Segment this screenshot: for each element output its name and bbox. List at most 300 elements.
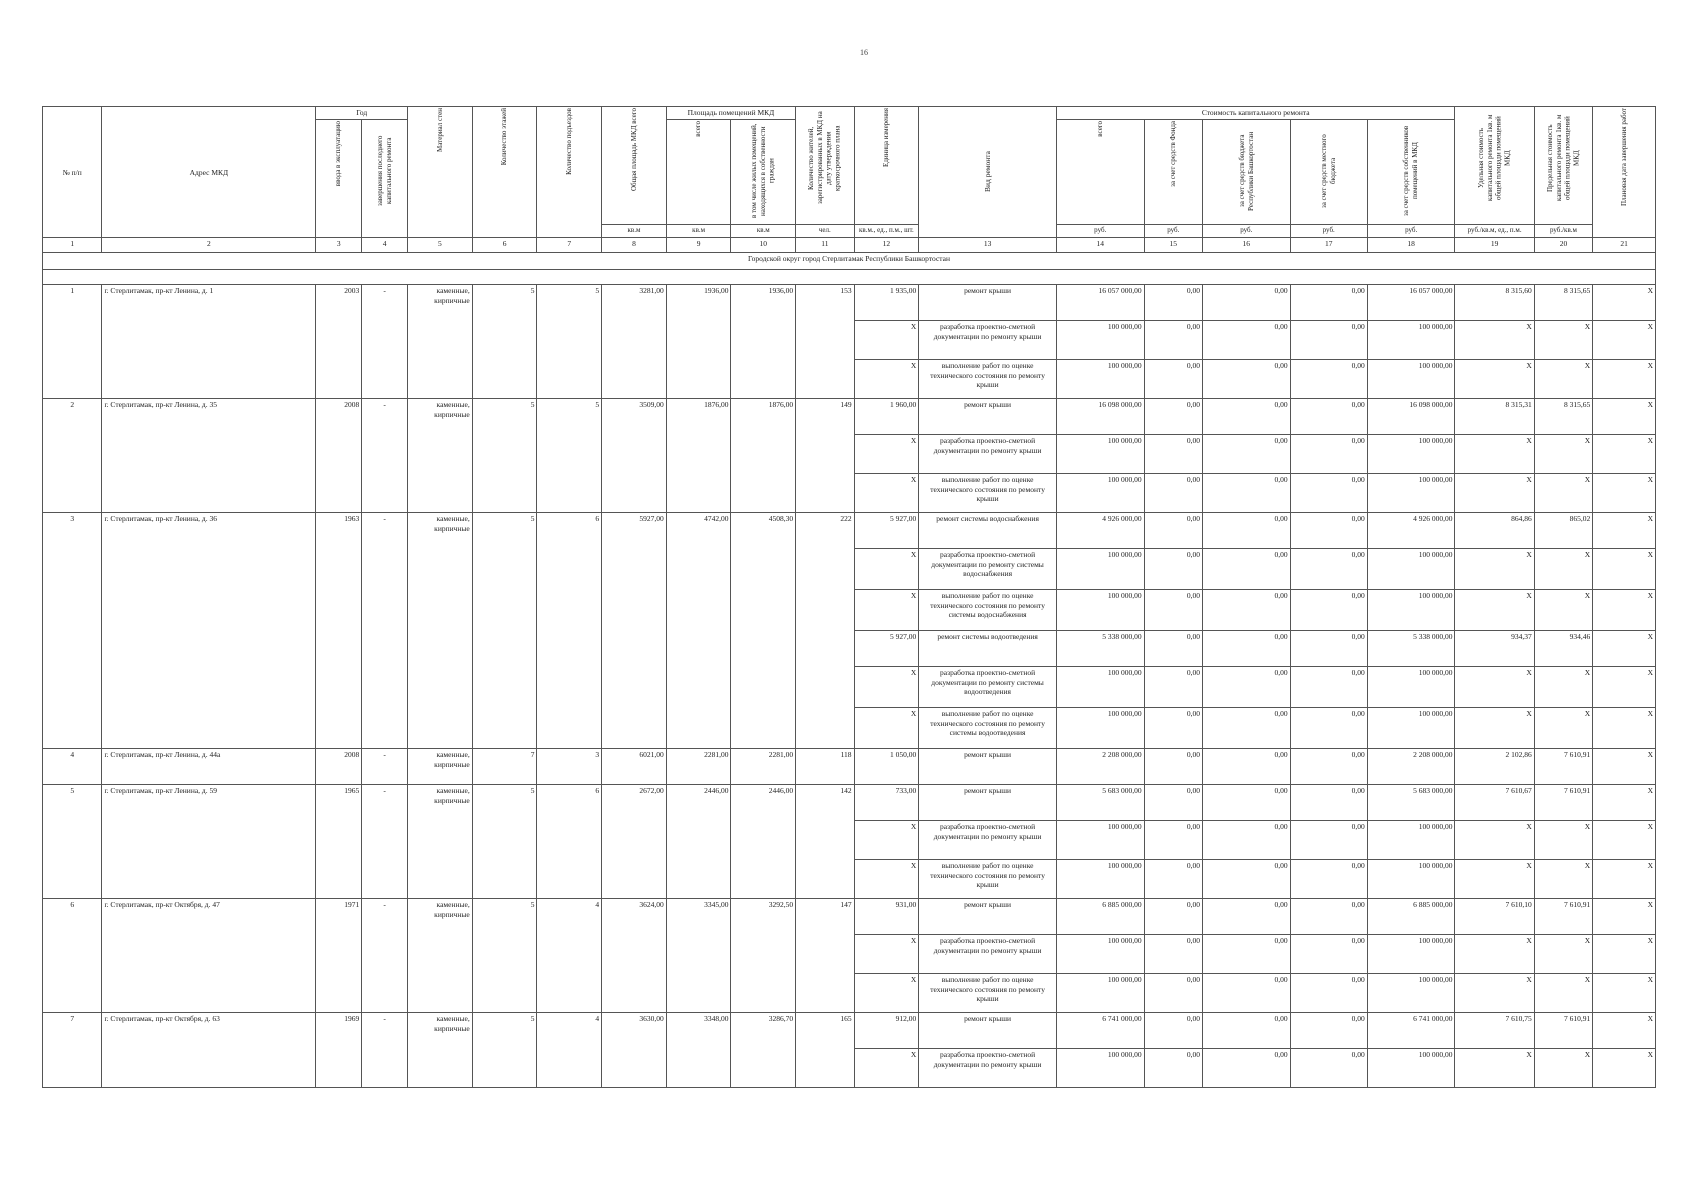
- cost-rb: 0,00: [1202, 360, 1290, 399]
- work-quantity: 733,00: [854, 785, 919, 821]
- max-cost: X: [1534, 435, 1592, 474]
- column-number: 15: [1144, 238, 1202, 253]
- cost-local: 0,00: [1290, 631, 1367, 667]
- cost-total: 100 000,00: [1056, 435, 1144, 474]
- cost-rb: 0,00: [1202, 974, 1290, 1013]
- cost-fund: 0,00: [1144, 785, 1202, 821]
- unit-cost: X: [1455, 590, 1534, 631]
- header-premises-total: всего: [666, 120, 731, 225]
- cost-total: 100 000,00: [1056, 360, 1144, 399]
- unit-cost: 864,86: [1455, 513, 1534, 549]
- planned-date: X: [1593, 974, 1656, 1013]
- cost-owners: 6 885 000,00: [1367, 899, 1455, 935]
- column-number: 17: [1290, 238, 1367, 253]
- max-cost: X: [1534, 1049, 1592, 1088]
- column-number: 16: [1202, 238, 1290, 253]
- year-commission: 1969: [316, 1013, 362, 1088]
- max-cost: X: [1534, 708, 1592, 749]
- work-quantity: X: [854, 667, 919, 708]
- cost-owners: 6 741 000,00: [1367, 1013, 1455, 1049]
- cost-local: 0,00: [1290, 513, 1367, 549]
- spacer-row: [43, 270, 1656, 285]
- cost-owners: 4 926 000,00: [1367, 513, 1455, 549]
- max-cost: 934,46: [1534, 631, 1592, 667]
- cost-total: 5 683 000,00: [1056, 785, 1144, 821]
- house-number: 3: [43, 513, 102, 749]
- unit-cell: руб./кв.м: [1534, 225, 1592, 238]
- unit-cell: руб./кв.м, ед., п.м.: [1455, 225, 1534, 238]
- year-last-repair: -: [362, 749, 408, 785]
- cost-local: 0,00: [1290, 1013, 1367, 1049]
- house-number: 2: [43, 399, 102, 513]
- column-number: 11: [796, 238, 854, 253]
- year-last-repair: -: [362, 285, 408, 399]
- cost-local: 0,00: [1290, 821, 1367, 860]
- cost-owners: 100 000,00: [1367, 549, 1455, 590]
- cost-fund: 0,00: [1144, 513, 1202, 549]
- header-floors: Количество этажей: [472, 107, 537, 238]
- house-address: г. Стерлитамак, пр-кт Ленина, д. 1: [102, 285, 316, 399]
- wall-material: каменные, кирпичные: [408, 785, 473, 899]
- work-quantity: X: [854, 360, 919, 399]
- cost-total: 100 000,00: [1056, 935, 1144, 974]
- work-quantity: 1 050,00: [854, 749, 919, 785]
- cost-rb: 0,00: [1202, 285, 1290, 321]
- table-header: [43, 107, 1656, 238]
- max-cost: 8 315,65: [1534, 285, 1592, 321]
- table-row: [43, 399, 1656, 435]
- unit-cell: руб.: [1367, 225, 1455, 238]
- unit-cost: X: [1455, 474, 1534, 513]
- work-quantity: X: [854, 708, 919, 749]
- unit-cost: X: [1455, 667, 1534, 708]
- repair-type: разработка проектно-сметной документации по ремонту крыши: [919, 435, 1057, 474]
- cost-fund: 0,00: [1144, 590, 1202, 631]
- house-address: г. Стерлитамак, пр-кт Ленина, д. 36: [102, 513, 316, 749]
- repair-type: ремонт крыши: [919, 285, 1057, 321]
- premises-area: 1936,00: [666, 285, 731, 399]
- cost-fund: 0,00: [1144, 708, 1202, 749]
- max-cost: 7 610,91: [1534, 785, 1592, 821]
- cost-fund: 0,00: [1144, 1049, 1202, 1088]
- cost-local: 0,00: [1290, 590, 1367, 631]
- cost-local: 0,00: [1290, 899, 1367, 935]
- cost-rb: 0,00: [1202, 321, 1290, 360]
- cost-owners: 100 000,00: [1367, 974, 1455, 1013]
- cost-owners: 5 683 000,00: [1367, 785, 1455, 821]
- table-row: [43, 513, 1656, 549]
- entrances-count: 5: [537, 285, 602, 399]
- cost-total: 100 000,00: [1056, 1049, 1144, 1088]
- residential-area: 4508,30: [731, 513, 796, 749]
- column-number: 1: [43, 238, 102, 253]
- residents-count: 153: [796, 285, 854, 399]
- unit-cost: X: [1455, 860, 1534, 899]
- cost-fund: 0,00: [1144, 399, 1202, 435]
- work-quantity: 931,00: [854, 899, 919, 935]
- house-address: г. Стерлитамак, пр-кт Ленина, д. 59: [102, 785, 316, 899]
- year-last-repair: -: [362, 1013, 408, 1088]
- unit-cell: руб.: [1056, 225, 1144, 238]
- work-quantity: 5 927,00: [854, 631, 919, 667]
- column-number: 20: [1534, 238, 1592, 253]
- work-quantity: 5 927,00: [854, 513, 919, 549]
- header-cost-fund: за счет средств Фонда: [1144, 120, 1202, 225]
- planned-date: X: [1593, 631, 1656, 667]
- header-num: № п/п: [43, 107, 102, 238]
- floors-count: 5: [472, 399, 537, 513]
- cost-fund: 0,00: [1144, 974, 1202, 1013]
- cost-rb: 0,00: [1202, 590, 1290, 631]
- column-number: 7: [537, 238, 602, 253]
- unit-cell: кв.м: [731, 225, 796, 238]
- header-total-area: Общая площадь МКД всего: [602, 107, 667, 225]
- column-number: 8: [602, 238, 667, 253]
- column-number: 12: [854, 238, 919, 253]
- residents-count: 118: [796, 749, 854, 785]
- max-cost: 7 610,91: [1534, 899, 1592, 935]
- cost-owners: 100 000,00: [1367, 708, 1455, 749]
- cost-rb: 0,00: [1202, 935, 1290, 974]
- max-cost: 865,02: [1534, 513, 1592, 549]
- residents-count: 222: [796, 513, 854, 749]
- repair-plan-table: [42, 106, 1656, 1088]
- house-number: 5: [43, 785, 102, 899]
- year-commission: 2008: [316, 749, 362, 785]
- year-last-repair: -: [362, 399, 408, 513]
- cost-local: 0,00: [1290, 667, 1367, 708]
- work-quantity: 1 935,00: [854, 285, 919, 321]
- cost-rb: 0,00: [1202, 1049, 1290, 1088]
- cost-rb: 0,00: [1202, 708, 1290, 749]
- unit-cell: руб.: [1144, 225, 1202, 238]
- page-number: 16: [860, 48, 868, 57]
- cost-owners: 100 000,00: [1367, 860, 1455, 899]
- header-entrances: Количество подъездов: [537, 107, 602, 238]
- cost-local: 0,00: [1290, 860, 1367, 899]
- residential-area: 3292,50: [731, 899, 796, 1013]
- unit-cost: X: [1455, 974, 1534, 1013]
- repair-type: выполнение работ по оценке технического состояния по ремонту крыши: [919, 974, 1057, 1013]
- wall-material: каменные, кирпичные: [408, 285, 473, 399]
- header-year-last-repair: завершения последнего капитального ремонта: [362, 120, 408, 238]
- header-year-group: Год: [316, 107, 408, 120]
- cost-rb: 0,00: [1202, 474, 1290, 513]
- house-number: 7: [43, 1013, 102, 1088]
- planned-date: X: [1593, 860, 1656, 899]
- repair-type: ремонт крыши: [919, 399, 1057, 435]
- year-last-repair: -: [362, 899, 408, 1013]
- planned-date: X: [1593, 899, 1656, 935]
- work-quantity: X: [854, 860, 919, 899]
- max-cost: 7 610,91: [1534, 749, 1592, 785]
- max-cost: X: [1534, 667, 1592, 708]
- cost-rb: 0,00: [1202, 1013, 1290, 1049]
- cost-total: 6 741 000,00: [1056, 1013, 1144, 1049]
- max-cost: X: [1534, 590, 1592, 631]
- work-quantity: X: [854, 474, 919, 513]
- cost-local: 0,00: [1290, 435, 1367, 474]
- column-number: 6: [472, 238, 537, 253]
- planned-date: X: [1593, 285, 1656, 321]
- cost-total: 100 000,00: [1056, 821, 1144, 860]
- cost-rb: 0,00: [1202, 513, 1290, 549]
- unit-cost: 7 610,10: [1455, 899, 1534, 935]
- unit-cell: чел.: [796, 225, 854, 238]
- planned-date: X: [1593, 708, 1656, 749]
- cost-fund: 0,00: [1144, 549, 1202, 590]
- cost-total: 100 000,00: [1056, 549, 1144, 590]
- work-quantity: X: [854, 590, 919, 631]
- repair-type: ремонт системы водоотведения: [919, 631, 1057, 667]
- region-title: Городской округ город Стерлитамак Республики Башкортостан: [43, 253, 1656, 270]
- header-cost-group: Стоимость капитального ремонта: [1056, 107, 1455, 120]
- cost-rb: 0,00: [1202, 785, 1290, 821]
- header-cost-local: за счет средств местного бюджета: [1290, 120, 1367, 225]
- cost-owners: 100 000,00: [1367, 360, 1455, 399]
- unit-cell: кв.м: [602, 225, 667, 238]
- work-quantity: 1 960,00: [854, 399, 919, 435]
- planned-date: X: [1593, 590, 1656, 631]
- cost-fund: 0,00: [1144, 435, 1202, 474]
- repair-type: ремонт крыши: [919, 899, 1057, 935]
- cost-total: 100 000,00: [1056, 974, 1144, 1013]
- house-address: г. Стерлитамак, пр-кт Ленина, д. 35: [102, 399, 316, 513]
- cost-local: 0,00: [1290, 785, 1367, 821]
- cost-rb: 0,00: [1202, 749, 1290, 785]
- unit-cost: X: [1455, 1049, 1534, 1088]
- max-cost: X: [1534, 821, 1592, 860]
- cost-rb: 0,00: [1202, 899, 1290, 935]
- unit-cost: X: [1455, 935, 1534, 974]
- repair-type: выполнение работ по оценке технического состояния по ремонту системы водоотведения: [919, 708, 1057, 749]
- column-numbers-row: [43, 238, 1656, 253]
- table-row: [43, 785, 1656, 821]
- cost-local: 0,00: [1290, 749, 1367, 785]
- total-area: 3630,00: [602, 1013, 667, 1088]
- header-cost-rb: за счет средств бюджета Республики Башкортостан: [1202, 120, 1290, 225]
- table-body: [43, 238, 1656, 1088]
- cost-owners: 100 000,00: [1367, 1049, 1455, 1088]
- work-quantity: X: [854, 321, 919, 360]
- cost-local: 0,00: [1290, 285, 1367, 321]
- unit-cost: X: [1455, 321, 1534, 360]
- unit-cost: 7 610,67: [1455, 785, 1534, 821]
- column-number: 18: [1367, 238, 1455, 253]
- cost-local: 0,00: [1290, 1049, 1367, 1088]
- spacer-cell: [43, 270, 1656, 285]
- header-address: Адрес МКД: [102, 107, 316, 238]
- header-planned-date: Плановая дата завершения работ: [1593, 107, 1656, 238]
- cost-total: 100 000,00: [1056, 321, 1144, 360]
- cost-rb: 0,00: [1202, 821, 1290, 860]
- planned-date: X: [1593, 513, 1656, 549]
- cost-total: 16 098 000,00: [1056, 399, 1144, 435]
- work-quantity: X: [854, 821, 919, 860]
- floors-count: 5: [472, 513, 537, 749]
- cost-total: 2 208 000,00: [1056, 749, 1144, 785]
- planned-date: X: [1593, 749, 1656, 785]
- header-residents: Количество жителей, зарегистрированных в МКД на дату утверждения краткосрочного плана: [796, 107, 854, 225]
- year-commission: 2003: [316, 285, 362, 399]
- year-commission: 2008: [316, 399, 362, 513]
- repair-type: ремонт крыши: [919, 749, 1057, 785]
- cost-owners: 100 000,00: [1367, 935, 1455, 974]
- max-cost: X: [1534, 321, 1592, 360]
- max-cost: X: [1534, 549, 1592, 590]
- entrances-count: 5: [537, 399, 602, 513]
- unit-cell: руб.: [1202, 225, 1290, 238]
- total-area: 2672,00: [602, 785, 667, 899]
- year-commission: 1971: [316, 899, 362, 1013]
- column-number: 4: [362, 238, 408, 253]
- residential-area: 1876,00: [731, 399, 796, 513]
- unit-cost: X: [1455, 549, 1534, 590]
- header-premises-group: Площадь помещений МКД: [666, 107, 795, 120]
- repair-type: ремонт крыши: [919, 1013, 1057, 1049]
- cost-total: 100 000,00: [1056, 474, 1144, 513]
- wall-material: каменные, кирпичные: [408, 1013, 473, 1088]
- planned-date: X: [1593, 549, 1656, 590]
- cost-total: 5 338 000,00: [1056, 631, 1144, 667]
- work-quantity: X: [854, 435, 919, 474]
- cost-fund: 0,00: [1144, 285, 1202, 321]
- entrances-count: 4: [537, 899, 602, 1013]
- max-cost: X: [1534, 860, 1592, 899]
- column-number: 5: [408, 238, 473, 253]
- cost-total: 16 057 000,00: [1056, 285, 1144, 321]
- repair-type: выполнение работ по оценке технического состояния по ремонту крыши: [919, 360, 1057, 399]
- cost-local: 0,00: [1290, 474, 1367, 513]
- repair-type: разработка проектно-сметной документации по ремонту крыши: [919, 821, 1057, 860]
- planned-date: X: [1593, 935, 1656, 974]
- house-number: 1: [43, 285, 102, 399]
- max-cost: X: [1534, 360, 1592, 399]
- planned-date: X: [1593, 785, 1656, 821]
- cost-fund: 0,00: [1144, 821, 1202, 860]
- house-number: 4: [43, 749, 102, 785]
- header-cost-total: всего: [1056, 120, 1144, 225]
- repair-type: разработка проектно-сметной документации по ремонту крыши: [919, 1049, 1057, 1088]
- column-number: 10: [731, 238, 796, 253]
- premises-area: 3345,00: [666, 899, 731, 1013]
- unit-cost: 8 315,31: [1455, 399, 1534, 435]
- cost-total: 4 926 000,00: [1056, 513, 1144, 549]
- premises-area: 2446,00: [666, 785, 731, 899]
- repair-type: выполнение работ по оценке технического состояния по ремонту системы водоснабжения: [919, 590, 1057, 631]
- cost-total: 6 885 000,00: [1056, 899, 1144, 935]
- table-row: [43, 749, 1656, 785]
- cost-fund: 0,00: [1144, 474, 1202, 513]
- planned-date: X: [1593, 399, 1656, 435]
- region-row: [43, 253, 1656, 270]
- cost-fund: 0,00: [1144, 935, 1202, 974]
- total-area: 3509,00: [602, 399, 667, 513]
- premises-area: 4742,00: [666, 513, 731, 749]
- unit-cost: X: [1455, 821, 1534, 860]
- wall-material: каменные, кирпичные: [408, 513, 473, 749]
- planned-date: X: [1593, 321, 1656, 360]
- cost-total: 100 000,00: [1056, 667, 1144, 708]
- total-area: 3624,00: [602, 899, 667, 1013]
- work-quantity: X: [854, 1049, 919, 1088]
- column-number: 21: [1593, 238, 1656, 253]
- header-unit: Единица измерения: [854, 107, 919, 225]
- cost-owners: 100 000,00: [1367, 435, 1455, 474]
- cost-rb: 0,00: [1202, 399, 1290, 435]
- house-address: г. Стерлитамак, пр-кт Октября, д. 63: [102, 1013, 316, 1088]
- cost-owners: 16 057 000,00: [1367, 285, 1455, 321]
- cost-owners: 100 000,00: [1367, 321, 1455, 360]
- cost-rb: 0,00: [1202, 435, 1290, 474]
- cost-fund: 0,00: [1144, 360, 1202, 399]
- floors-count: 5: [472, 285, 537, 399]
- cost-fund: 0,00: [1144, 1013, 1202, 1049]
- residents-count: 149: [796, 399, 854, 513]
- cost-rb: 0,00: [1202, 860, 1290, 899]
- work-quantity: X: [854, 549, 919, 590]
- header-cost-owners: за счет средств собственников помещений в МКД: [1367, 120, 1455, 225]
- repair-type: ремонт крыши: [919, 785, 1057, 821]
- cost-total: 100 000,00: [1056, 708, 1144, 749]
- unit-cell: руб.: [1290, 225, 1367, 238]
- cost-local: 0,00: [1290, 974, 1367, 1013]
- house-address: г. Стерлитамак, пр-кт Октября, д. 47: [102, 899, 316, 1013]
- repair-type: разработка проектно-сметной документации по ремонту системы водоотведения: [919, 667, 1057, 708]
- house-address: г. Стерлитамак, пр-кт Ленина, д. 44а: [102, 749, 316, 785]
- cost-owners: 5 338 000,00: [1367, 631, 1455, 667]
- planned-date: X: [1593, 360, 1656, 399]
- unit-cost: 2 102,86: [1455, 749, 1534, 785]
- header-repair-type: Вид ремонта: [919, 107, 1057, 238]
- year-commission: 1965: [316, 785, 362, 899]
- planned-date: X: [1593, 667, 1656, 708]
- premises-area: 1876,00: [666, 399, 731, 513]
- unit-cost: 7 610,75: [1455, 1013, 1534, 1049]
- floors-count: 5: [472, 785, 537, 899]
- unit-cost: X: [1455, 708, 1534, 749]
- unit-cell: кв.м: [666, 225, 731, 238]
- header-max-cost: Предельная стоимость капитального ремонта 1кв. м общей площади помещений МКД: [1534, 107, 1592, 225]
- cost-local: 0,00: [1290, 935, 1367, 974]
- column-number: 19: [1455, 238, 1534, 253]
- table-row: [43, 1013, 1656, 1049]
- repair-type: разработка проектно-сметной документации по ремонту системы водоснабжения: [919, 549, 1057, 590]
- header-year-commission: ввода в эксплуатацию: [316, 120, 362, 238]
- column-number: 9: [666, 238, 731, 253]
- cost-local: 0,00: [1290, 549, 1367, 590]
- entrances-count: 6: [537, 513, 602, 749]
- residential-area: 3286,70: [731, 1013, 796, 1088]
- planned-date: X: [1593, 1049, 1656, 1088]
- cost-owners: 100 000,00: [1367, 474, 1455, 513]
- cost-fund: 0,00: [1144, 667, 1202, 708]
- cost-total: 100 000,00: [1056, 860, 1144, 899]
- cost-fund: 0,00: [1144, 321, 1202, 360]
- cost-local: 0,00: [1290, 399, 1367, 435]
- table-row: [43, 899, 1656, 935]
- work-quantity: X: [854, 974, 919, 1013]
- repair-type: выполнение работ по оценке технического состояния по ремонту крыши: [919, 474, 1057, 513]
- year-last-repair: -: [362, 785, 408, 899]
- header-premises-residential: в том числе жилых помещений, находящихся в собственности граждан: [731, 120, 796, 225]
- unit-cost: X: [1455, 435, 1534, 474]
- cost-owners: 100 000,00: [1367, 821, 1455, 860]
- work-quantity: X: [854, 935, 919, 974]
- header-wall: Материал стен: [408, 107, 473, 238]
- planned-date: X: [1593, 435, 1656, 474]
- column-number: 3: [316, 238, 362, 253]
